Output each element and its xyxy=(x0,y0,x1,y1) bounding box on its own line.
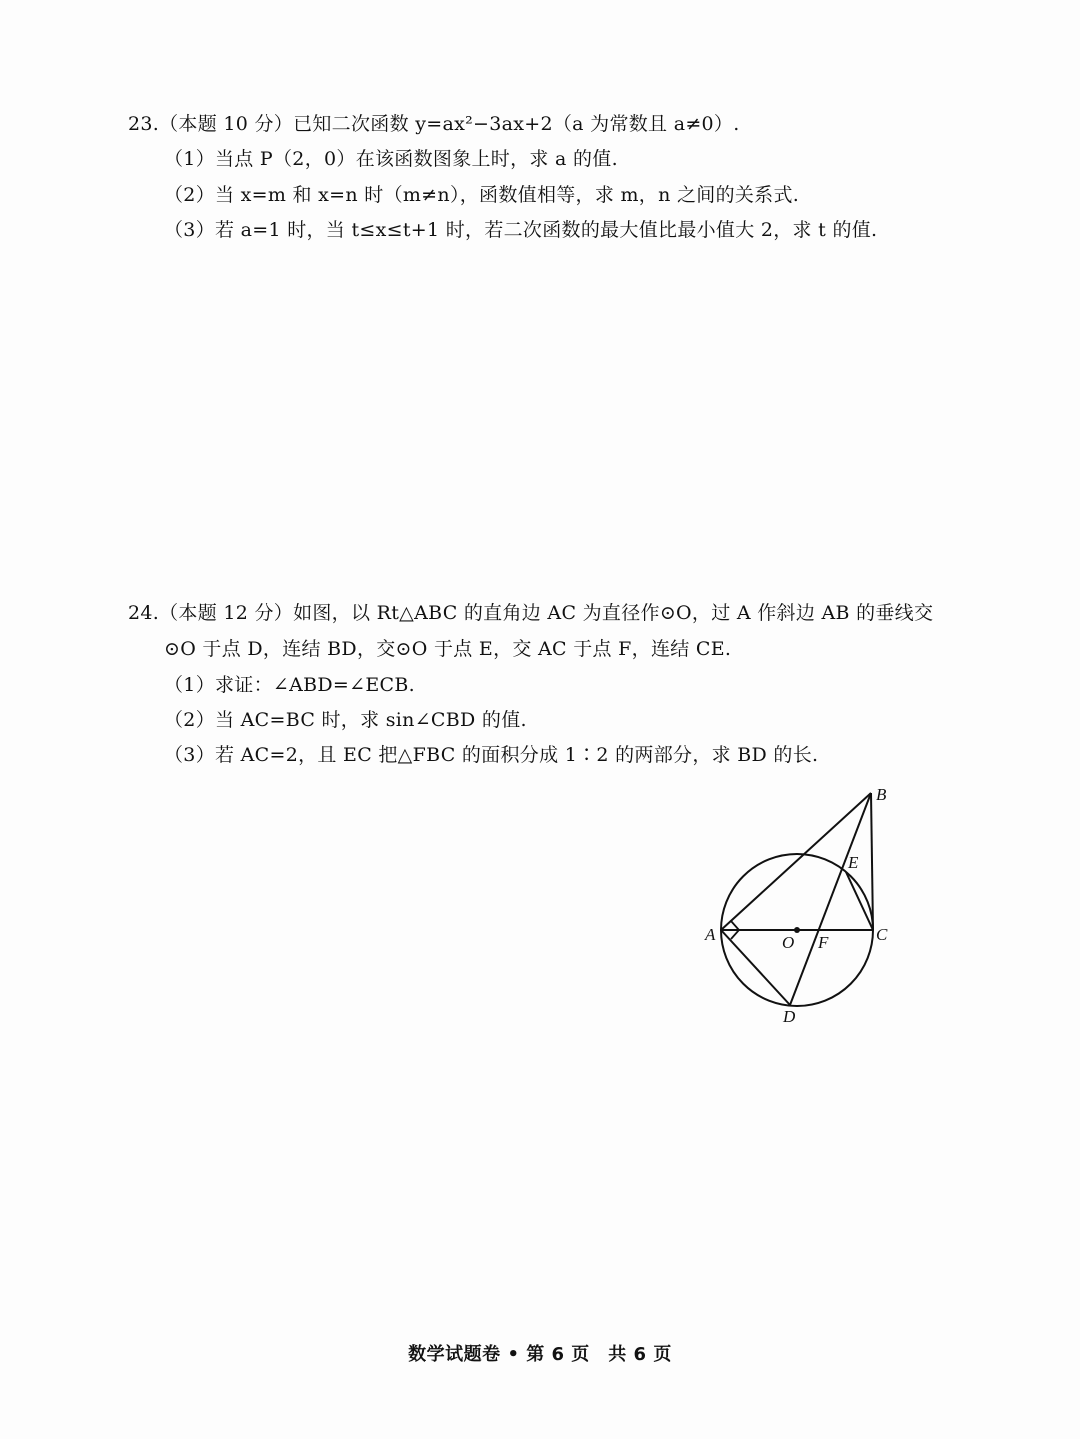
q23-part2: （2）当 x=m 和 x=n 时（m≠n），函数值相等，求 m，n 之间的关系式. xyxy=(164,184,800,206)
label-o: O xyxy=(782,933,795,952)
q24-continuation: ⊙O 于点 D，连结 BD，交⊙O 于点 E，交 AC 于点 F，连结 CE. xyxy=(164,638,732,660)
geometry-figure xyxy=(700,780,900,1030)
center-point xyxy=(794,927,800,933)
q24-part3: （3）若 AC=2，且 EC 把△FBC 的面积分成 1∶2 的两部分，求 BD 的长. xyxy=(164,744,819,766)
label-f: F xyxy=(818,933,829,952)
q24-header: 24.（本题 12 分）如图，以 Rt△ABC 的直角边 AC 为直径作⊙O，过 A 作斜边 AB 的垂线交 xyxy=(128,602,934,624)
segment-ce xyxy=(846,872,873,930)
q24-part1: （1）求证：∠ABD=∠ECB. xyxy=(164,674,415,696)
q23-header: 23.（本题 10 分）已知二次函数 y=ax²−3ax+2（a 为常数且 a≠0）. xyxy=(128,113,740,135)
label-c: C xyxy=(876,925,888,944)
label-d: D xyxy=(783,1007,796,1026)
circle-triangle-diagram xyxy=(700,780,900,1030)
q23-part1: （1）当点 P（2，0）在该函数图象上时，求 a 的值. xyxy=(164,148,618,170)
q23-part3: （3）若 a=1 时，当 t≤x≤t+1 时，若二次函数的最大值比最小值大 2，求 t 的值. xyxy=(164,219,878,241)
label-a: A xyxy=(705,925,716,944)
q24-part2: （2）当 AC=BC 时，求 sin∠CBD 的值. xyxy=(164,709,527,731)
label-e: E xyxy=(848,853,859,872)
segment-bc xyxy=(871,793,873,930)
page-footer: 数学试题卷 • 第 6 页 共 6 页 xyxy=(408,1344,672,1365)
label-b: B xyxy=(876,785,887,804)
